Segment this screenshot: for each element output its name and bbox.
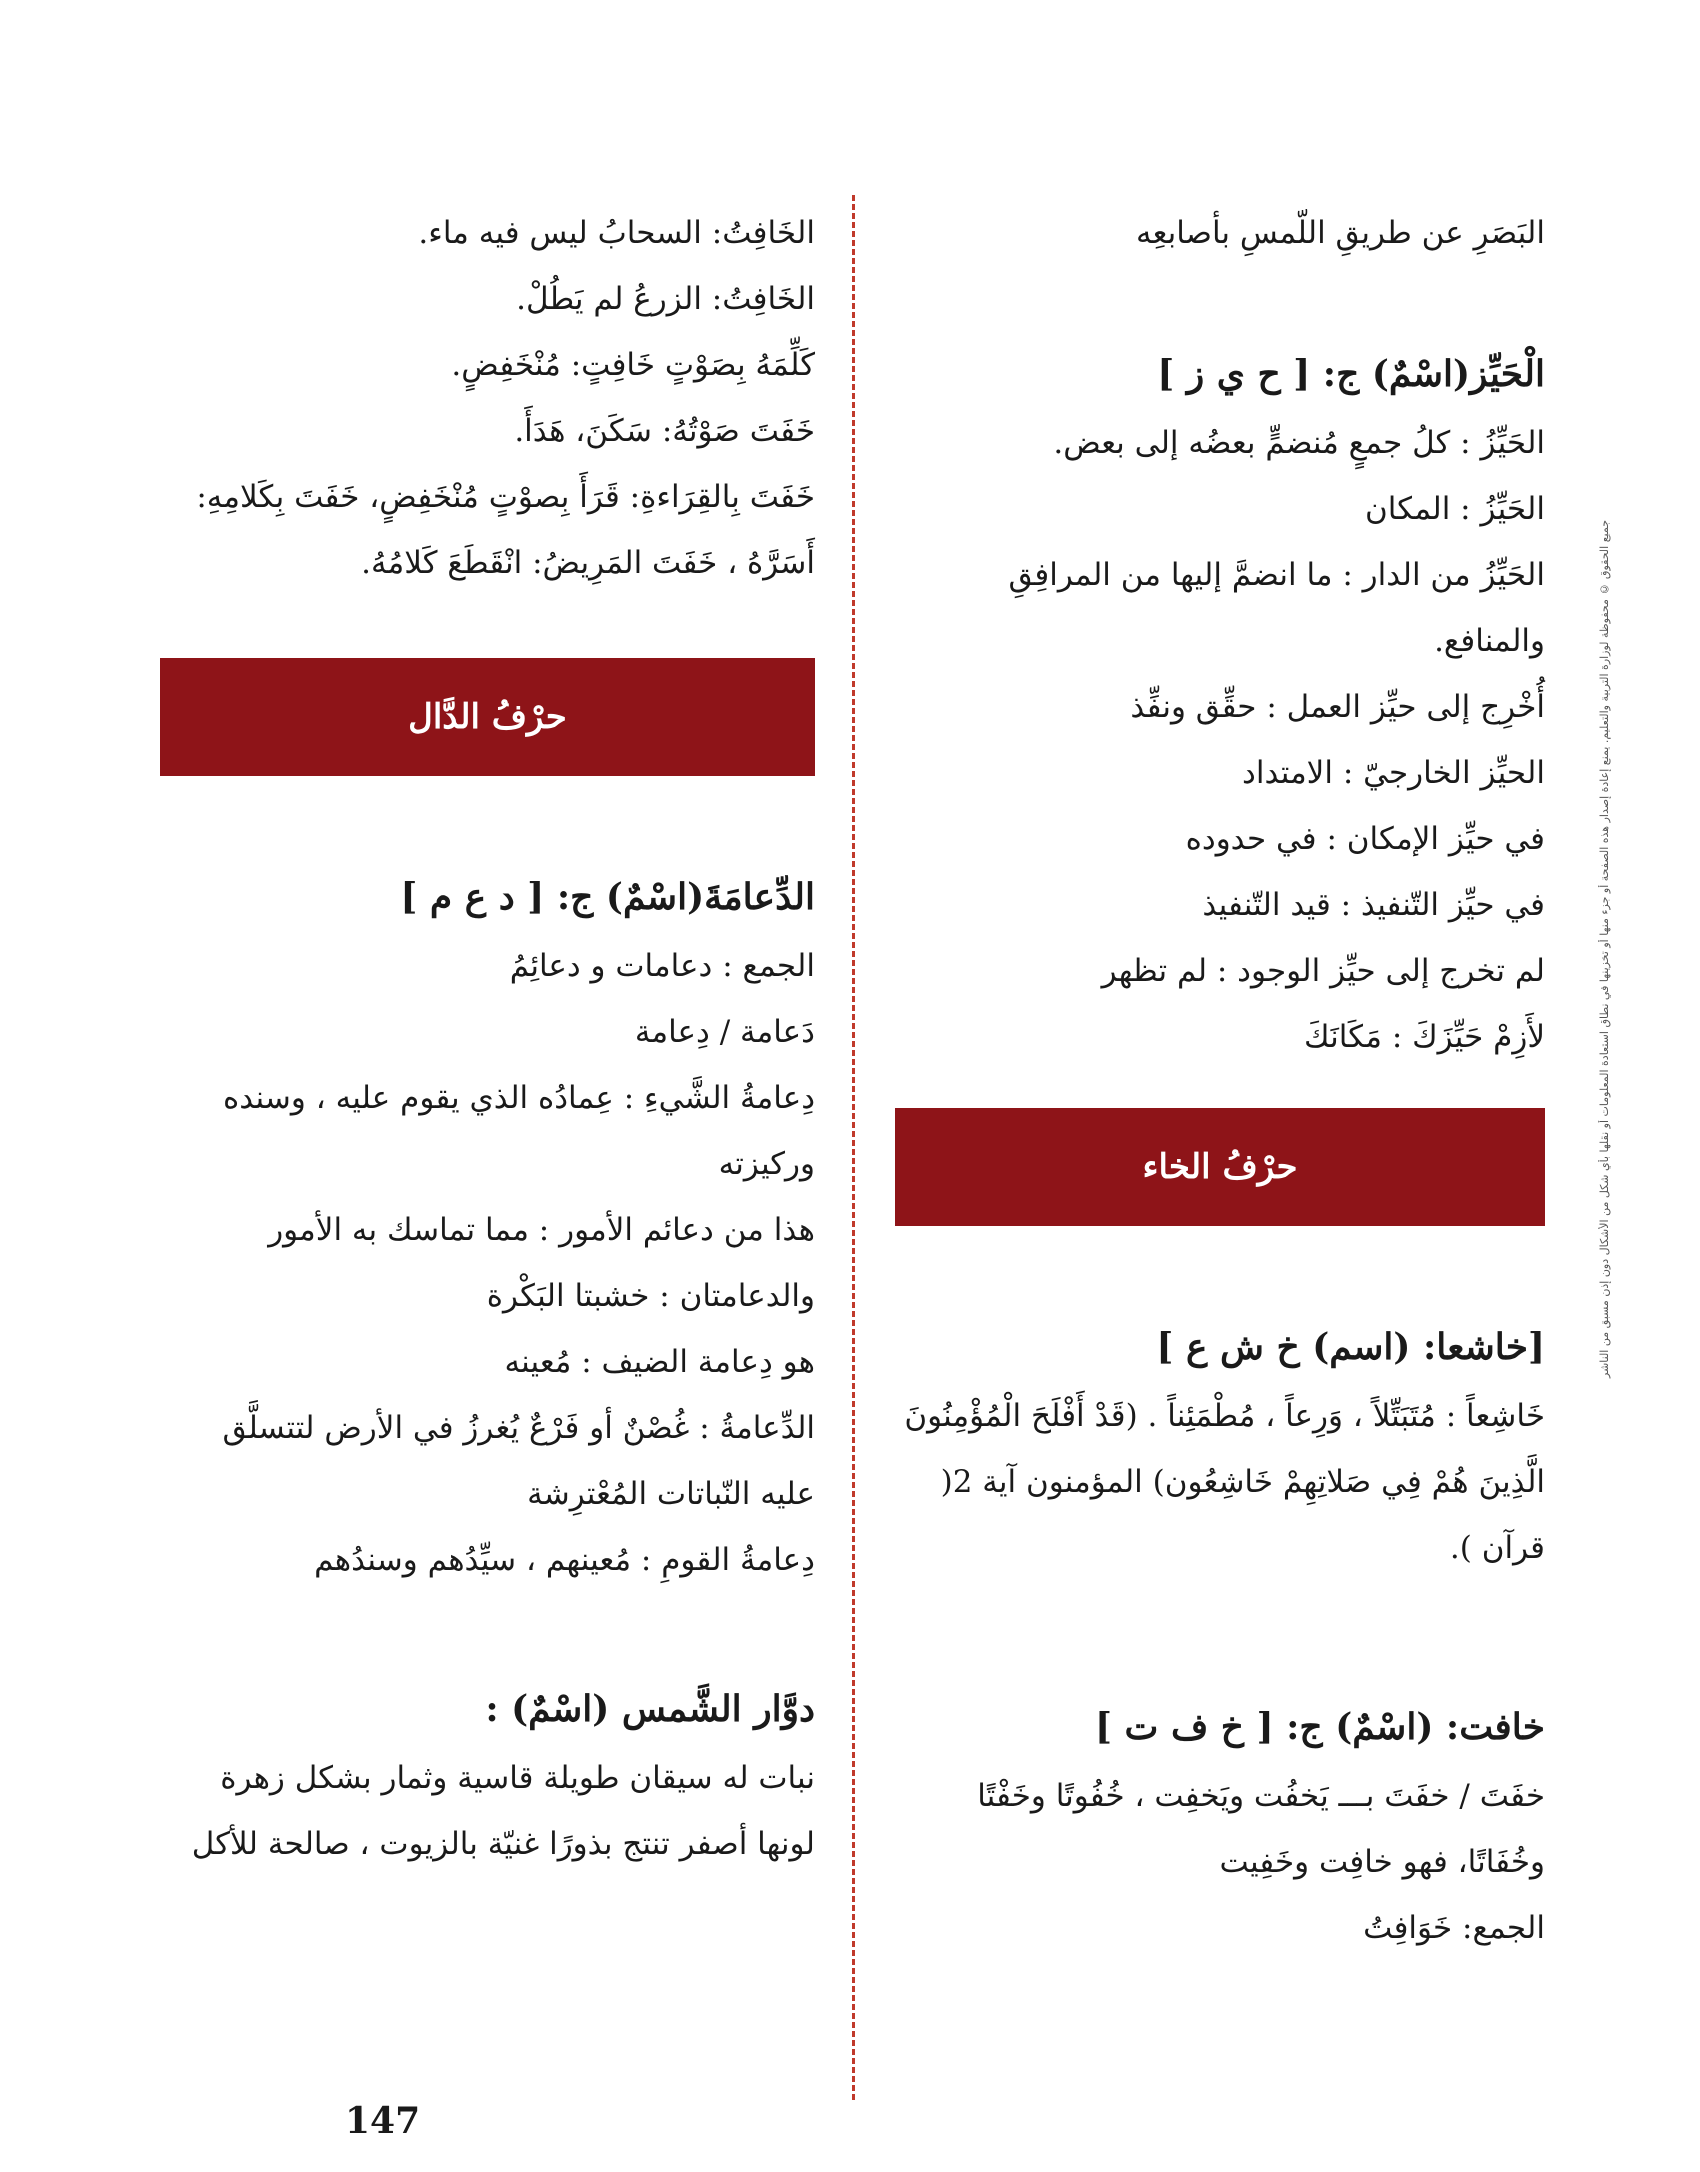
page-number: 147 bbox=[345, 2100, 421, 2142]
entry-headword-hayyiz: الْحَيِّز(اسْمٌ) ج: [ ح ي ز ] bbox=[1157, 353, 1545, 395]
definition-line: أُخْرِج إلى حيِّز العمل : حقِّق ونفِّذ bbox=[1130, 689, 1545, 725]
definition-line: الخَافِتُ: السحابُ ليس فيه ماء. bbox=[418, 215, 815, 251]
entry-headword-khafit: خافت: (اسْمٌ) ج: [ خ ف ت ] bbox=[1094, 1706, 1545, 1748]
section-banner-dal: حرْفُ الدَّال bbox=[160, 658, 815, 776]
entry-headword-dawwar: دوَّار الشَّمس (اسْمٌ) : bbox=[485, 1688, 815, 1730]
definition-paragraph: خَفَتَ بِالقِرَاءةِ: قَرَأَ بِصوْتٍ مُنْخَفِضٍ، خَفَتَ بِكَلامِهِ: أَسَرَّهُ ، خَفَتَ المَرِيضُ: انْقَطَعَ كَلامُهُ. bbox=[196, 479, 815, 581]
definition-line: الجمع : دعامات و دعائِمُ bbox=[509, 948, 815, 984]
definition-line: في حيِّز التّنفيذ : قيد التّنفيذ bbox=[1202, 887, 1545, 923]
section-banner-khaa: حرْفُ الخاء bbox=[895, 1108, 1545, 1226]
definition-paragraph: دِعامةُ الشَّيءِ : عِمادُه الذي يقوم عليه ، وسنده وركيزته bbox=[223, 1080, 815, 1182]
right-column bbox=[895, 200, 1545, 1961]
definition-paragraph: خَاشِعاً : مُتَبَتِّلاً ، وَرِعاً ، مُطْمَئِناً . (قَدْ أَفْلَحَ الْمُؤْمِنُونَ الَّذِينَ هُمْ فِي صَلاتِهِمْ خَاشِعُون) المؤمنون آية 2( قرآن ). bbox=[904, 1398, 1545, 1566]
definition-line: خَفَتَ صَوْتُهُ: سَكَنَ، هَدَأَ. bbox=[514, 413, 815, 449]
definition-line: لم تخرج إلى حيِّز الوجود : لم تظهر bbox=[1101, 953, 1545, 989]
continued-line: البَصَرِ عن طريقِ اللّمسِ بأصابعِه bbox=[1136, 215, 1545, 251]
definition-line: والدعامتان : خشبتا البَكْرة bbox=[486, 1278, 815, 1314]
definition-line: دِعامةُ القومِ : مُعينهم ، سيِّدُهم وسندُهم bbox=[314, 1542, 815, 1578]
definition-line: هو دِعامة الضيف : مُعينه bbox=[504, 1344, 815, 1380]
definition-line: لأَزِمْ حَيِّزَكَ : مَكَانَكَ bbox=[1304, 1019, 1545, 1055]
definition-line: هذا من دعائم الأمور : مما تماسك به الأمور bbox=[268, 1212, 815, 1248]
column-divider bbox=[852, 195, 855, 2100]
entry-headword-diama: الدِّعامَةَ(اسْمٌ) ج: [ د ع م ] bbox=[400, 876, 815, 918]
definition-paragraph: الدِّعامةُ : غُصْنٌ أو فَرْعٌ يُغرزُ في الأرض لتتسلَّق عليه النّباتات المُعْترِشة bbox=[222, 1410, 815, 1512]
definition-line: الجمع: خَوَافِتُ bbox=[1363, 1910, 1545, 1946]
definition-paragraph: نبات له سيقان طويلة قاسية وثمار بشكل زهرة لونها أصفر تنتج بذورًا غنيّة بالزيوت ، صالحة للأكل bbox=[191, 1760, 815, 1862]
entry-headword-khashia: [خاشعا: (اسم) خ ش ع ] bbox=[1156, 1326, 1545, 1368]
definition-paragraph: خفَتَ / خفَتَ بـــ يَخفُت ويَخفِت ، خُفُوتًا وخَفْتًا وخُفَاتًا، فهو خافِت وخَفِيت bbox=[977, 1778, 1545, 1880]
left-column bbox=[160, 200, 815, 1877]
definition-line: دَعامة / دِعامة bbox=[634, 1014, 815, 1050]
definition-line: الحَيِّزُ : المكان bbox=[1365, 491, 1545, 527]
definition-line: كَلِّمَهُ بِصَوْتٍ خَافِتٍ: مُنْخَفِضٍ. bbox=[451, 347, 815, 383]
definition-line: الحيِّز الخارجيّ : الامتداد bbox=[1242, 755, 1545, 791]
definition-line: الحَيِّزُ : كلُ جمعٍ مُنضمٍّ بعضُه إلى بعض. bbox=[1053, 425, 1545, 461]
definition-line: الحَيِّزُ من الدار : ما انضمَّ إليها من المرافِقِ والمنافع. bbox=[1008, 557, 1545, 659]
definition-line: الخَافِتُ: الزرعُ لم يَطُلْ. bbox=[516, 281, 815, 317]
definition-line: في حيِّز الإمكان : في حدوده bbox=[1185, 821, 1545, 857]
copyright-margin-note: جميع الحقوق © محفوظة لوزارة التربية والتعليم. يمنع إعادة إصدار هذه الصفحة أو جزء منها أو تخزينها في نطاق استعادة المعلومات أو نقلها بأي شكل من الأشكال دون إذن مسبق من الناشر bbox=[1598, 520, 1611, 1379]
